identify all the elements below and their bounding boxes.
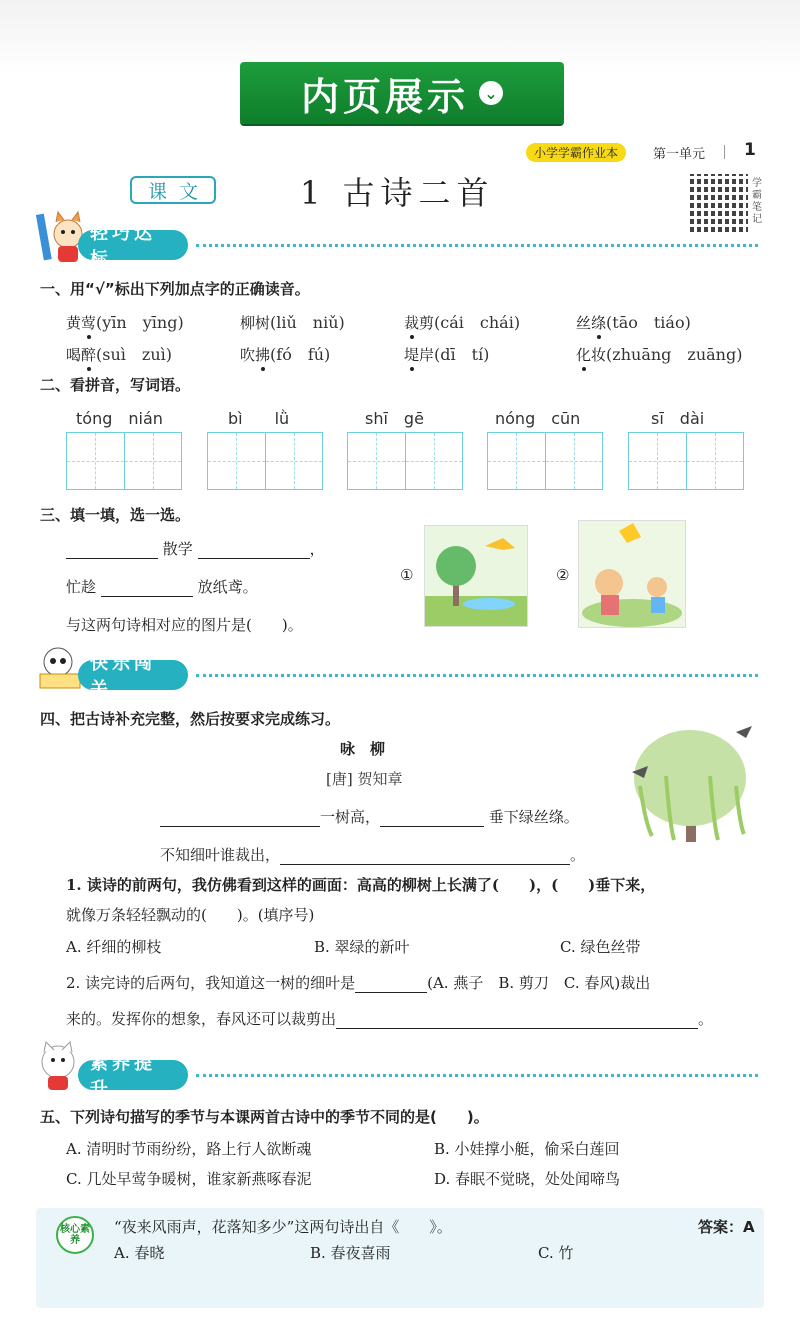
- q1-item: 柳树(liǔ niǔ): [240, 313, 345, 332]
- kite-kids-picture[interactable]: [578, 520, 686, 628]
- answer-blank[interactable]: [198, 542, 310, 559]
- header-divider: [724, 145, 725, 159]
- q1-item: 喝醉(suì zuì): [66, 345, 173, 364]
- poem-title: 咏 柳: [340, 740, 386, 758]
- pinyin-label: shī gē: [365, 409, 424, 428]
- q4-option: A. 纤细的柳枝: [66, 938, 162, 956]
- q4-title: 四、把古诗补充完整，然后按要求完成练习。: [40, 710, 341, 728]
- section-title-1: 轻巧达标: [78, 230, 188, 260]
- writing-grid[interactable]: [487, 432, 603, 490]
- pinyin-label: tóng nián: [76, 409, 163, 428]
- q5-option: D. 春眠不觉晓，处处闻啼鸟: [434, 1170, 621, 1188]
- core-option: A. 春晓: [114, 1244, 165, 1262]
- q4-sub1-line2: 就像万条轻轻飘动的( )。(填序号): [66, 906, 315, 924]
- unit-label: 第一单元: [653, 147, 706, 162]
- section-title-3: 素养提升: [78, 1060, 188, 1090]
- q4-sub2-line1: 2. 读完诗的后两句，我知道这一树的细叶是 (A. 燕子 B. 剪刀 C. 春风)裁出: [66, 974, 651, 992]
- q1-title: 一、用“√”标出下列加点字的正确读音。: [40, 280, 310, 298]
- q5-option: B. 小娃撑小艇，偷采白莲回: [434, 1140, 620, 1158]
- q1-item: 黄莺(yīn yīng): [66, 313, 184, 332]
- section-divider-2: [196, 674, 758, 677]
- q1-item: 化妆(zhuāng zuāng): [576, 345, 743, 364]
- q3-line3: 与这两句诗相对应的图片是( )。: [66, 616, 303, 634]
- writing-grid[interactable]: [66, 432, 182, 490]
- q5-option: C. 几处早莺争暖树，谁家新燕啄春泥: [66, 1170, 312, 1188]
- q5-option: A. 清明时节雨纷纷，路上行人欲断魂: [66, 1140, 312, 1158]
- answer-blank[interactable]: [280, 848, 570, 865]
- answer-blank[interactable]: [355, 976, 427, 993]
- pinyin-label: bì lǜ: [228, 409, 290, 428]
- answer-blank[interactable]: [336, 1012, 698, 1029]
- q3-line1: 散学 ，: [66, 538, 325, 559]
- book-badge: 小学学霸作业本: [526, 143, 626, 162]
- lesson-tag: 课文: [130, 176, 216, 204]
- qr-code-icon[interactable]: [690, 174, 748, 232]
- writing-grid[interactable]: [347, 432, 463, 490]
- q1-item: 裁剪(cái chái): [404, 313, 521, 332]
- pinyin-label: sī dài: [651, 409, 705, 428]
- q2-title: 二、看拼音，写词语。: [40, 376, 191, 394]
- core-question: “夜来风雨声，花落知多少”这两句诗出自《 》。: [114, 1218, 452, 1236]
- page-banner: [240, 62, 564, 124]
- answer-blank[interactable]: [66, 542, 158, 559]
- q1-item: 堤岸(dī tí): [404, 345, 490, 364]
- core-badge: 核心素养: [56, 1216, 94, 1254]
- qr-note: 学霸笔记: [752, 178, 762, 225]
- banner-title: 内页展示: [300, 74, 469, 119]
- poem-line2: 不知细叶谁裁出， 。: [160, 846, 586, 864]
- answer-blank[interactable]: [380, 810, 484, 827]
- q4-option: C. 绿色丝带: [560, 938, 641, 956]
- lesson-title: 1 古诗二首: [300, 174, 495, 212]
- poem-author: [唐] 贺知章: [326, 770, 403, 788]
- pinyin-label: nóng cūn: [495, 409, 581, 428]
- q3-title: 三、填一填，选一选。: [40, 506, 191, 524]
- option-2-label: ②: [556, 566, 570, 584]
- answer-blank[interactable]: [101, 580, 193, 597]
- q5-title: 五、下列诗句描写的季节与本课两首古诗中的季节不同的是( )。: [40, 1108, 489, 1126]
- q4-sub1-line1: 1. 读诗的前两句，我仿佛看到这样的画面：高高的柳树上长满了( )，( )垂下来，: [66, 876, 656, 894]
- option-1-label: ①: [400, 566, 414, 584]
- q1-item: 吹拂(fó fú): [240, 345, 331, 364]
- writing-grid[interactable]: [628, 432, 744, 490]
- section-divider-1: [196, 244, 758, 247]
- poem-line1: 一树高， 垂下绿丝绦。: [160, 806, 579, 827]
- core-answer: 答案：A: [698, 1218, 755, 1236]
- bird-tree-picture[interactable]: [424, 525, 528, 627]
- section-divider-3: [196, 1074, 758, 1077]
- core-option: B. 春夜喜雨: [310, 1244, 391, 1262]
- page-number: 1: [744, 140, 756, 160]
- q1-item: 丝绦(tāo tiáo): [576, 313, 691, 332]
- q4-sub2-line2: 来的。发挥你的想象，春风还可以裁剪出 。: [66, 1010, 714, 1028]
- writing-grid[interactable]: [207, 432, 323, 490]
- core-option: C. 竹: [538, 1244, 574, 1262]
- willow-tree-picture: [626, 716, 760, 850]
- cat-mascot-icon: [34, 1040, 82, 1094]
- answer-blank[interactable]: [160, 810, 320, 827]
- q3-line2: 忙趁 放纸鸢。: [66, 578, 258, 596]
- q4-option: B. 翠绿的新叶: [314, 938, 410, 956]
- section-title-2: 快乐闯关: [78, 660, 188, 690]
- chevron-down-icon[interactable]: ⌄: [479, 81, 503, 105]
